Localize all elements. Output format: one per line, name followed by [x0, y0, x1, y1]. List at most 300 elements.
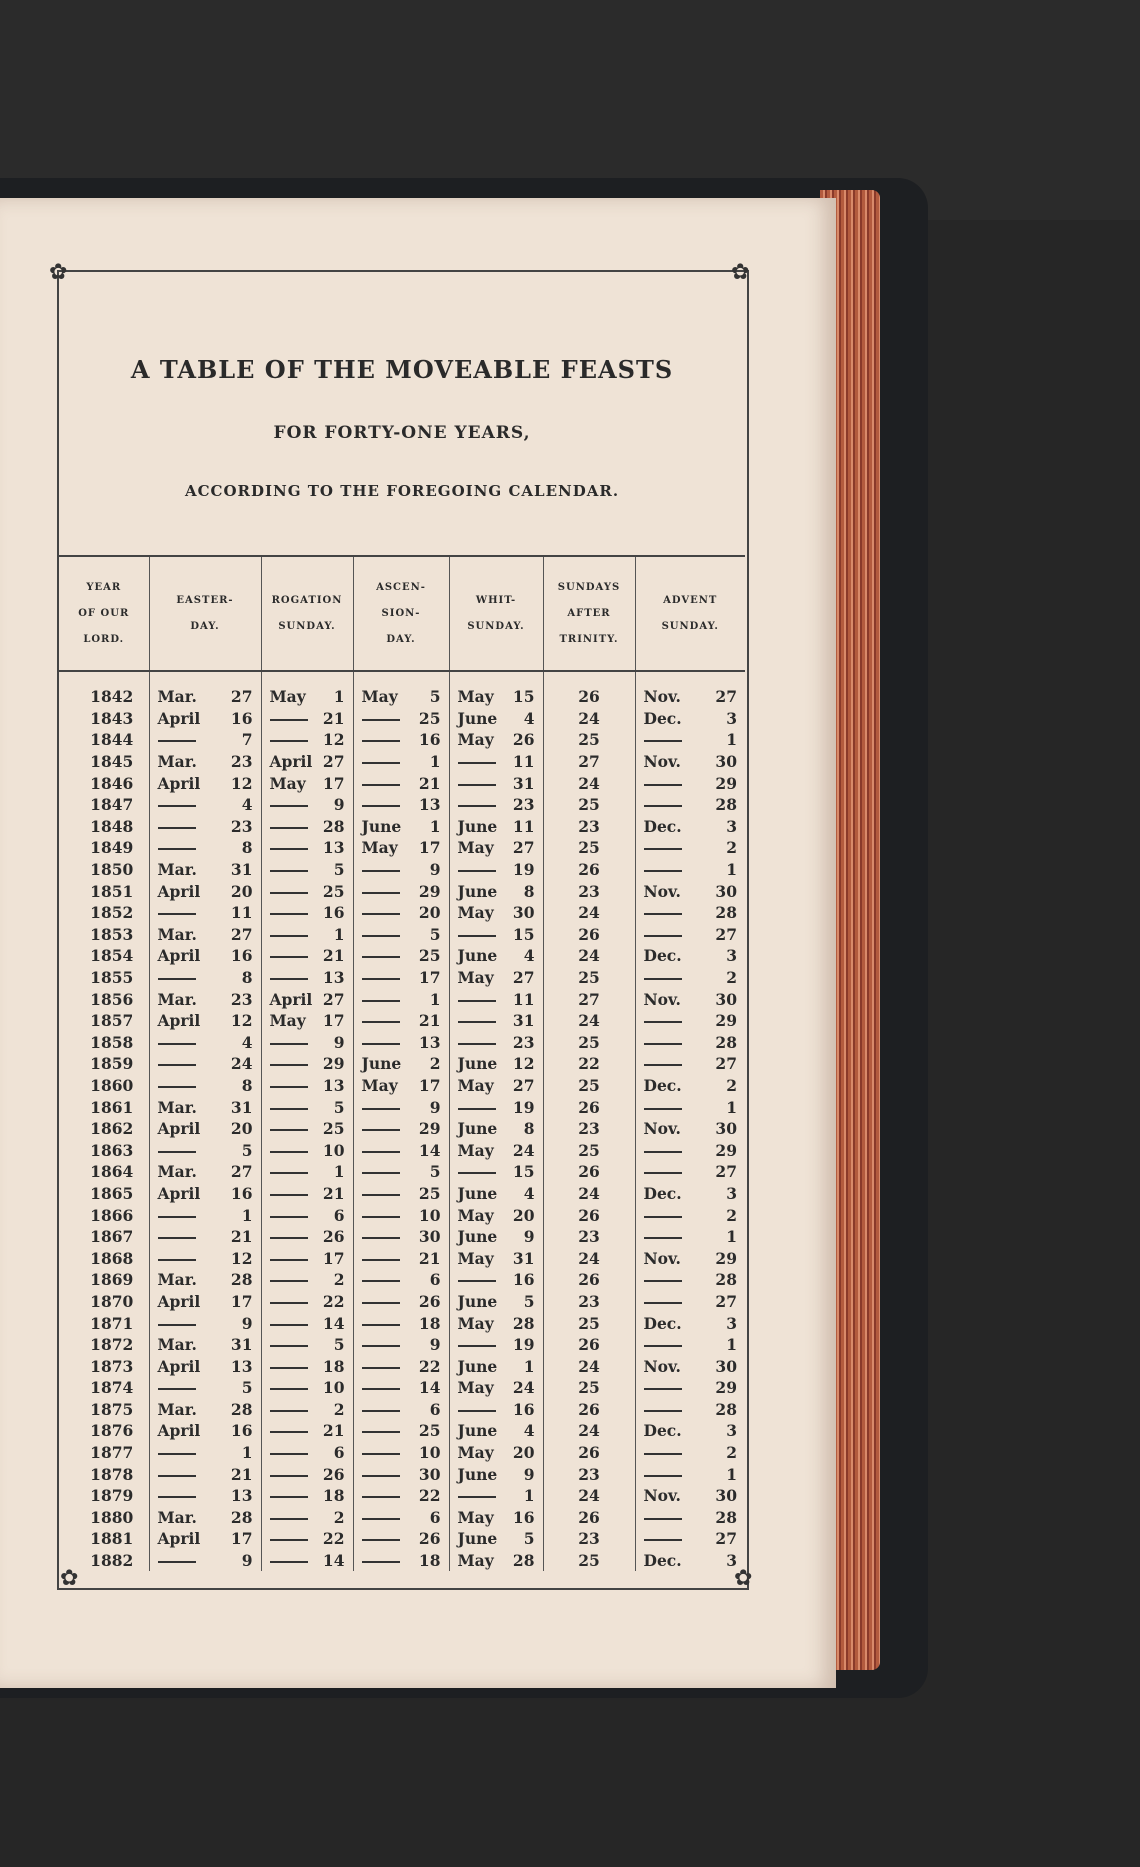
ditto-dash [362, 805, 400, 807]
day-number: 4 [523, 1183, 535, 1203]
day-number: 30 [715, 752, 737, 772]
month-label: Dec. [643, 946, 682, 966]
table-cell: 25 [543, 1377, 635, 1399]
table-cell [261, 945, 353, 967]
ditto-dash [270, 1431, 308, 1433]
day-number: 13 [322, 838, 345, 858]
table-cell [353, 859, 449, 881]
table-cell [261, 1355, 353, 1377]
day-number: 9 [429, 1335, 441, 1355]
table-cell: 26 [543, 1399, 635, 1421]
table-cell [149, 1442, 261, 1464]
day-number: 11 [512, 816, 535, 836]
ditto-dash [362, 1453, 400, 1455]
table-cell [449, 837, 543, 859]
ditto-dash [458, 870, 496, 872]
ditto-dash [644, 1453, 682, 1455]
table-cell [353, 1139, 449, 1161]
ditto-dash [362, 1539, 400, 1541]
day-number: 28 [230, 1399, 253, 1419]
table-cell: 1859 [59, 1053, 149, 1075]
table-cell [149, 1420, 261, 1442]
ditto-dash [362, 1388, 400, 1390]
table-header-row [59, 556, 745, 671]
table-cell [353, 945, 449, 967]
day-number: 5 [241, 1140, 253, 1160]
table-cell: 1847 [59, 794, 149, 816]
table-cell: 1853 [59, 924, 149, 946]
table-cell: 1843 [59, 708, 149, 730]
day-number: 28 [512, 1551, 535, 1571]
day-number: 23 [230, 752, 253, 772]
ditto-dash [158, 913, 196, 915]
day-number: 22 [322, 1291, 345, 1311]
table-cell [149, 924, 261, 946]
table-row [59, 988, 745, 1010]
table-cell [261, 924, 353, 946]
table-cell: 1872 [59, 1334, 149, 1356]
day-number: 30 [715, 881, 737, 901]
table-cell [449, 794, 543, 816]
day-number: 5 [523, 1291, 535, 1311]
day-number: 21 [322, 708, 345, 728]
ditto-dash [362, 784, 400, 786]
day-number: 22 [322, 1529, 345, 1549]
table-cell [635, 1399, 745, 1421]
month-label: May [457, 1313, 494, 1333]
table-cell [149, 794, 261, 816]
ditto-dash [644, 1280, 682, 1282]
day-number: 3 [726, 816, 737, 836]
ditto-dash [362, 1475, 400, 1477]
table-cell: 25 [543, 729, 635, 751]
table-cell: 24 [543, 708, 635, 730]
table-cell: 24 [543, 1420, 635, 1442]
day-number: 16 [230, 1183, 253, 1203]
month-label: April [157, 1011, 201, 1031]
ditto-dash [158, 978, 196, 980]
day-number: 17 [418, 968, 441, 988]
month-label: June [457, 816, 498, 836]
corner-ornament-icon: ✿ [734, 1566, 753, 1591]
day-number: 31 [512, 773, 535, 793]
ditto-dash [270, 1216, 308, 1218]
month-label: Mar. [157, 1507, 197, 1527]
table-cell: 1869 [59, 1269, 149, 1291]
table-row [59, 816, 745, 838]
table-row [59, 1032, 745, 1054]
table-cell [635, 924, 745, 946]
month-label: April [157, 1119, 201, 1139]
month-label: April [157, 1529, 201, 1549]
month-label: Mar. [157, 860, 197, 880]
day-number: 5 [429, 1162, 441, 1182]
month-label: April [157, 1421, 201, 1441]
table-cell [149, 708, 261, 730]
ditto-dash [270, 1367, 308, 1369]
day-number: 5 [333, 1097, 345, 1117]
table-cell [149, 859, 261, 881]
table-cell [149, 1312, 261, 1334]
month-label: May [457, 1507, 494, 1527]
table-cell [635, 1420, 745, 1442]
table-cell [149, 945, 261, 967]
day-number: 1 [726, 860, 737, 880]
ditto-dash [362, 1108, 400, 1110]
month-label: Mar. [157, 924, 197, 944]
table-cell: 24 [543, 1485, 635, 1507]
table-cell [635, 1442, 745, 1464]
ditto-dash [270, 1108, 308, 1110]
day-number: 31 [512, 1011, 535, 1031]
table-cell [635, 816, 745, 838]
ditto-dash [644, 740, 682, 742]
table-cell: 1875 [59, 1399, 149, 1421]
day-number: 30 [418, 1227, 441, 1247]
table-cell [353, 1075, 449, 1097]
table-cell [261, 902, 353, 924]
table-row [59, 1420, 745, 1442]
table-row [59, 1053, 745, 1075]
day-number: 18 [418, 1551, 441, 1571]
table-cell [635, 1010, 745, 1032]
table-cell [635, 880, 745, 902]
ditto-dash [458, 805, 496, 807]
table-row [59, 708, 745, 730]
table-cell [149, 1010, 261, 1032]
month-label: Dec. [643, 1075, 682, 1095]
day-number: 31 [512, 1248, 535, 1268]
column-header: ADVENT SUNDAY. [635, 556, 745, 671]
ditto-dash [362, 892, 400, 894]
table-cell [261, 729, 353, 751]
day-number: 31 [230, 1335, 253, 1355]
day-number: 15 [512, 687, 535, 707]
table-cell: 23 [543, 1118, 635, 1140]
day-number: 6 [429, 1507, 441, 1527]
table-cell [261, 1096, 353, 1118]
day-number: 16 [230, 1421, 253, 1441]
day-number: 28 [715, 903, 737, 923]
table-cell [635, 1463, 745, 1485]
ditto-dash [362, 762, 400, 764]
month-label: May [457, 1205, 494, 1225]
day-number: 12 [322, 730, 345, 750]
month-label: Nov. [643, 989, 681, 1009]
table-cell [635, 1247, 745, 1269]
table-cell [635, 1226, 745, 1248]
month-label: June [457, 946, 498, 966]
table-cell: 25 [543, 794, 635, 816]
table-cell: 1862 [59, 1118, 149, 1140]
day-number: 11 [512, 989, 535, 1009]
day-number: 2 [429, 1054, 441, 1074]
table-cell [149, 1377, 261, 1399]
day-number: 17 [322, 1011, 345, 1031]
ditto-dash [362, 978, 400, 980]
day-number: 21 [418, 1248, 441, 1268]
table-cell [149, 1226, 261, 1248]
table-cell [635, 1269, 745, 1291]
month-label: Dec. [643, 708, 682, 728]
day-number: 12 [230, 1011, 253, 1031]
day-number: 16 [512, 1507, 535, 1527]
ditto-dash [362, 1410, 400, 1412]
table-cell [635, 988, 745, 1010]
table-cell [449, 1010, 543, 1032]
table-cell [635, 1183, 745, 1205]
table-cell: 1846 [59, 772, 149, 794]
ditto-dash [362, 1000, 400, 1002]
table-cell [635, 708, 745, 730]
table-cell: 24 [543, 1183, 635, 1205]
ditto-dash [458, 784, 496, 786]
day-number: 5 [429, 924, 441, 944]
table-cell [149, 1096, 261, 1118]
month-label: April [157, 1291, 201, 1311]
table-cell [149, 1291, 261, 1313]
day-number: 18 [322, 1486, 345, 1506]
month-label: May [457, 1075, 494, 1095]
ditto-dash [644, 805, 682, 807]
table-cell [635, 772, 745, 794]
ditto-dash [362, 1518, 400, 1520]
month-label: Mar. [157, 1162, 197, 1182]
day-number: 13 [418, 1032, 441, 1052]
table-cell [149, 880, 261, 902]
table-row [59, 1485, 745, 1507]
day-number: 12 [230, 1248, 253, 1268]
ditto-dash [362, 1237, 400, 1239]
day-number: 28 [715, 1507, 737, 1527]
table-cell [149, 1463, 261, 1485]
table-cell: 22 [543, 1053, 635, 1075]
day-number: 2 [333, 1507, 345, 1527]
day-number: 23 [230, 816, 253, 836]
day-number: 25 [418, 946, 441, 966]
table-row [59, 1507, 745, 1529]
table-row [59, 1355, 745, 1377]
table-cell: 26 [543, 1442, 635, 1464]
table-cell [635, 837, 745, 859]
month-label: May [457, 1378, 494, 1398]
day-number: 9 [523, 1227, 535, 1247]
month-label: Mar. [157, 1335, 197, 1355]
day-number: 28 [715, 795, 737, 815]
day-number: 23 [230, 989, 253, 1009]
table-row [59, 772, 745, 794]
table-cell [149, 837, 261, 859]
month-label: May [361, 687, 398, 707]
table-cell [635, 1139, 745, 1161]
table-cell: 23 [543, 816, 635, 838]
ditto-dash [458, 1496, 496, 1498]
table-cell [353, 1485, 449, 1507]
day-number: 12 [230, 773, 253, 793]
day-number: 1 [523, 1486, 535, 1506]
table-cell [353, 1032, 449, 1054]
ditto-dash [362, 1324, 400, 1326]
ditto-dash [458, 1345, 496, 1347]
table-cell [449, 1269, 543, 1291]
ditto-dash [158, 1475, 196, 1477]
month-label: April [157, 773, 201, 793]
table-row [59, 1096, 745, 1118]
day-number: 10 [322, 1378, 345, 1398]
day-number: 1 [429, 816, 441, 836]
day-number: 30 [715, 1356, 737, 1376]
table-cell [449, 1183, 543, 1205]
day-number: 27 [512, 838, 535, 858]
ditto-dash [270, 1043, 308, 1045]
day-number: 14 [418, 1140, 441, 1160]
day-number: 9 [429, 1097, 441, 1117]
table-cell [353, 1355, 449, 1377]
table-cell [261, 1463, 353, 1485]
ditto-dash [158, 1561, 196, 1563]
table-cell: 1850 [59, 859, 149, 881]
day-number: 13 [230, 1356, 253, 1376]
table-cell [353, 1377, 449, 1399]
ditto-dash [362, 913, 400, 915]
day-number: 25 [418, 1421, 441, 1441]
day-number: 6 [333, 1443, 345, 1463]
ditto-dash [270, 892, 308, 894]
day-number: 20 [230, 1119, 253, 1139]
table-cell [635, 1312, 745, 1334]
day-number: 3 [726, 1313, 737, 1333]
table-cell: 1874 [59, 1377, 149, 1399]
table-cell [149, 1247, 261, 1269]
ditto-dash [270, 1345, 308, 1347]
day-number: 16 [418, 730, 441, 750]
table-cell [353, 1183, 449, 1205]
ditto-dash [362, 1280, 400, 1282]
table-row [59, 1139, 745, 1161]
table-cell [149, 1118, 261, 1140]
table-cell [449, 1139, 543, 1161]
table-row [59, 902, 745, 924]
table-cell: 1856 [59, 988, 149, 1010]
day-number: 8 [241, 1075, 253, 1095]
day-number: 18 [418, 1313, 441, 1333]
table-cell [635, 1485, 745, 1507]
day-number: 8 [523, 881, 535, 901]
table-cell [449, 1291, 543, 1313]
day-number: 8 [241, 838, 253, 858]
table-cell: 1876 [59, 1420, 149, 1442]
day-number: 11 [512, 752, 535, 772]
table-cell [261, 1377, 353, 1399]
table-row [59, 1463, 745, 1485]
day-number: 4 [523, 708, 535, 728]
table-cell [149, 1204, 261, 1226]
month-label: June [457, 708, 498, 728]
table-row [59, 1075, 745, 1097]
table-cell [353, 902, 449, 924]
table-cell: 24 [543, 1355, 635, 1377]
ditto-dash [362, 1345, 400, 1347]
day-number: 2 [726, 968, 737, 988]
table-cell [353, 1269, 449, 1291]
ditto-dash [362, 719, 400, 721]
table-cell [635, 1291, 745, 1313]
table-cell [261, 1528, 353, 1550]
table-cell: 1851 [59, 880, 149, 902]
table-cell [261, 1075, 353, 1097]
ditto-dash [644, 848, 682, 850]
table-row [59, 1183, 745, 1205]
day-number: 5 [241, 1378, 253, 1398]
day-number: 1 [241, 1205, 253, 1225]
ditto-dash [270, 848, 308, 850]
month-label: June [457, 1356, 498, 1376]
ditto-dash [158, 1259, 196, 1261]
table-cell [353, 1420, 449, 1442]
column-header: WHIT- SUNDAY. [449, 556, 543, 671]
table-cell [149, 1075, 261, 1097]
month-label: May [457, 1248, 494, 1268]
table-cell [149, 816, 261, 838]
day-number: 13 [322, 968, 345, 988]
day-number: 4 [241, 795, 253, 815]
ditto-dash [362, 1043, 400, 1045]
table-row [59, 671, 745, 708]
table-cell [635, 1075, 745, 1097]
table-cell: 1864 [59, 1161, 149, 1183]
day-number: 1 [726, 1335, 737, 1355]
table-cell: 25 [543, 837, 635, 859]
ditto-dash [644, 870, 682, 872]
month-label: May [361, 1075, 398, 1095]
table-row [59, 794, 745, 816]
column-header: ROGATION SUNDAY. [261, 556, 353, 671]
corner-ornament-icon: ✿ [49, 260, 68, 285]
table-cell [449, 1032, 543, 1054]
ditto-dash [158, 1216, 196, 1218]
day-number: 27 [715, 1529, 737, 1549]
ditto-dash [644, 1518, 682, 1520]
table-cell [261, 1053, 353, 1075]
ditto-dash [362, 740, 400, 742]
table-cell [261, 1247, 353, 1269]
ditto-dash [362, 1259, 400, 1261]
table-cell [449, 902, 543, 924]
table-cell [449, 671, 543, 708]
ditto-dash [644, 1302, 682, 1304]
day-number: 26 [322, 1227, 345, 1247]
ditto-dash [644, 913, 682, 915]
table-cell: 1844 [59, 729, 149, 751]
ditto-dash [270, 1280, 308, 1282]
day-number: 24 [512, 1140, 535, 1160]
month-label: April [269, 752, 313, 772]
ditto-dash [270, 870, 308, 872]
table-cell [635, 1032, 745, 1054]
table-cell [635, 1377, 745, 1399]
day-number: 21 [230, 1227, 253, 1247]
day-number: 27 [230, 1162, 253, 1182]
table-cell [261, 1269, 353, 1291]
table-cell [635, 945, 745, 967]
day-number: 30 [715, 1119, 737, 1139]
table-cell: 23 [543, 880, 635, 902]
table-cell [449, 1377, 543, 1399]
ditto-dash [270, 1496, 308, 1498]
table-cell: 25 [543, 1075, 635, 1097]
day-number: 25 [418, 1183, 441, 1203]
ditto-dash [458, 1108, 496, 1110]
